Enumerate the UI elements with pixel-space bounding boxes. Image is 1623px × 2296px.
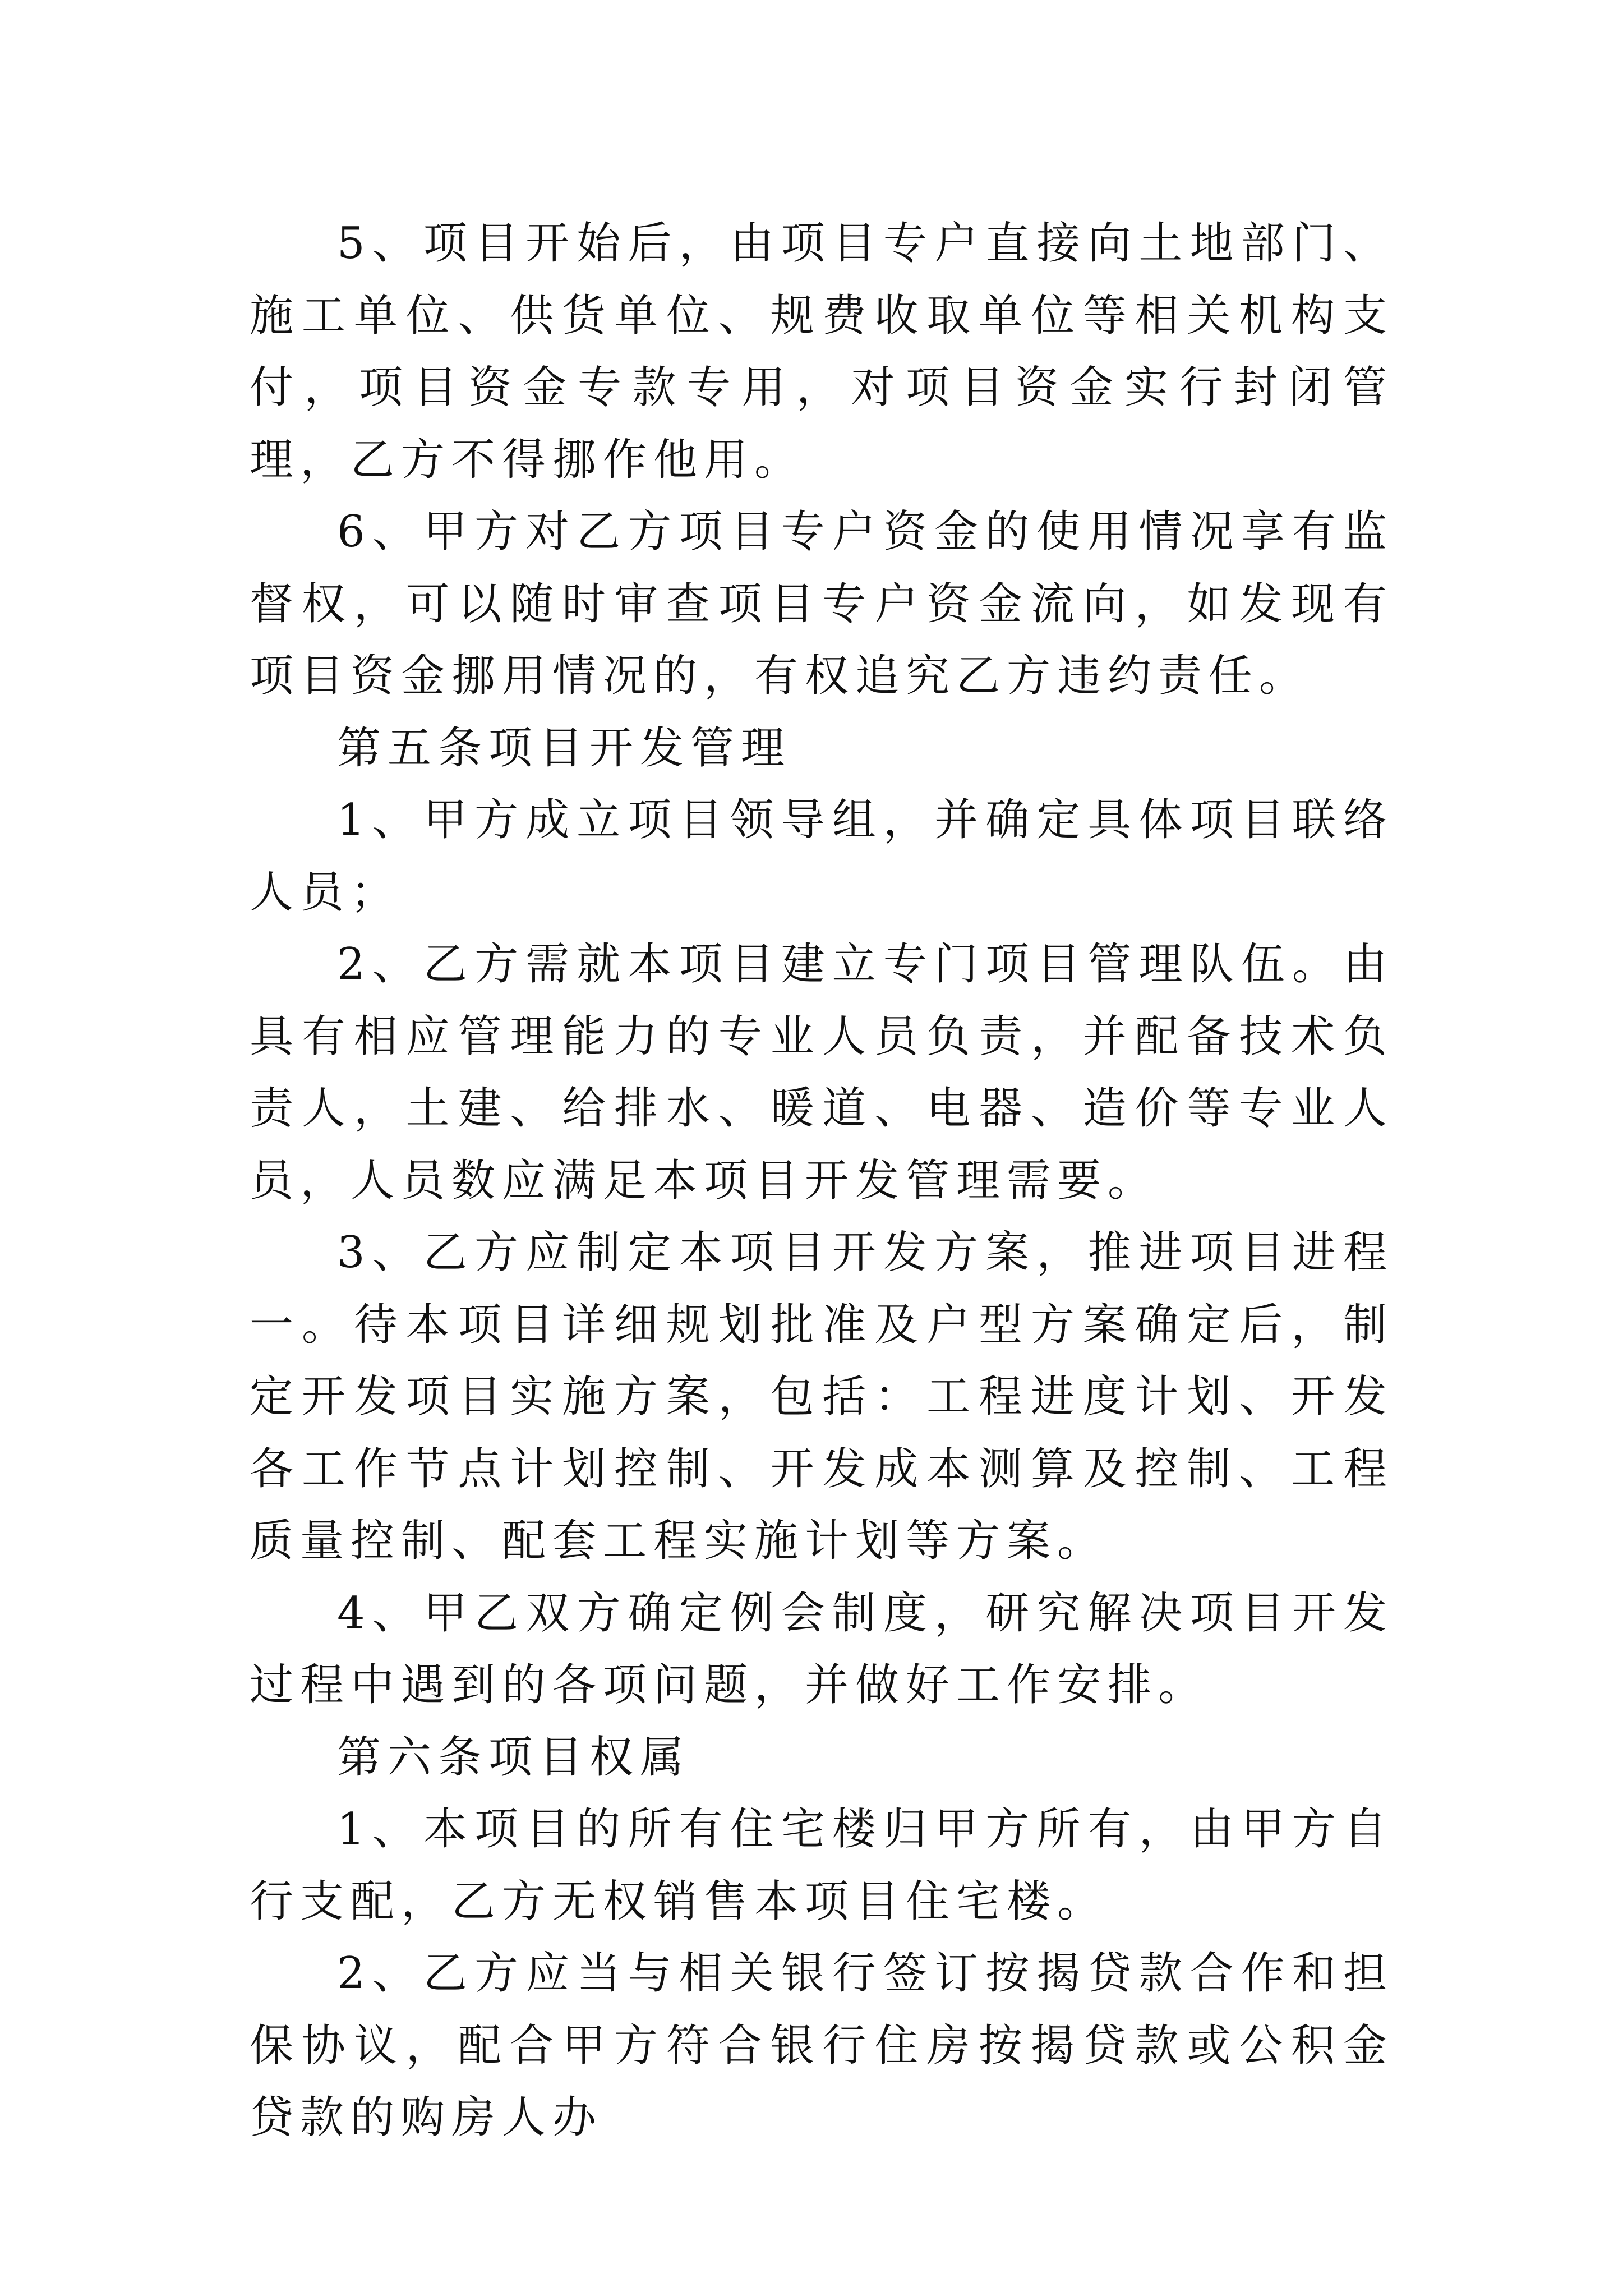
- paragraph-fund-payment: 5、项目开始后，由项目专户直接向土地部门、施工单位、供货单位、规费收取单位等相关机构支付，项目资金专款专用，对项目资金实行封闭管理，乙方不得挪作他用。: [250, 218, 1394, 485]
- paragraph-leadership-group: 1、甲方成立项目领导组，并确定具体项目联络人员；: [250, 795, 1394, 918]
- paragraph-regular-meetings: 4、甲乙双方确定例会制度，研究解决项目开发过程中遇到的各项问题，并做好工作安排。: [250, 1588, 1394, 1710]
- paragraph-management-team: 2、乙方需就本项目建立专门项目管理队伍。由具有相应管理能力的专业人员负责，并配备技术负责人，土建、给排水、暖道、电器、造价等专业人员，人员数应满足本项目开发管理需要。: [250, 939, 1394, 1206]
- article-five-heading: 第五条项目开发管理: [337, 723, 792, 774]
- paragraph-ownership: 1、本项目的所有住宅楼归甲方所有，由甲方自行支配，乙方无权销售本项目住宅楼。: [250, 1804, 1394, 1927]
- document-body: [250, 208, 1394, 2154]
- paragraph-bank-agreement: 2、乙方应当与相关银行签订按揭贷款合作和担保协议，配合甲方符合银行住房按揭贷款或公积金贷款的购房人办: [250, 1948, 1394, 2143]
- paragraph-supervision-right: 6、甲方对乙方项目专户资金的使用情况享有监督权，可以随时审查项目专户资金流向，如发现有项目资金挪用情况的，有权追究乙方违约责任。: [250, 507, 1394, 701]
- paragraph-development-plan: 3、乙方应制定本项目开发方案，推进项目进程一。待本项目详细规划批准及户型方案确定后，制定开发项目实施方案，包括：工程进度计划、开发各工作节点计划控制、开发成本测算及控制、工程质量控制、配套工程实施计划等方案。: [250, 1227, 1394, 1566]
- article-six-heading: 第六条项目权属: [337, 1732, 691, 1783]
